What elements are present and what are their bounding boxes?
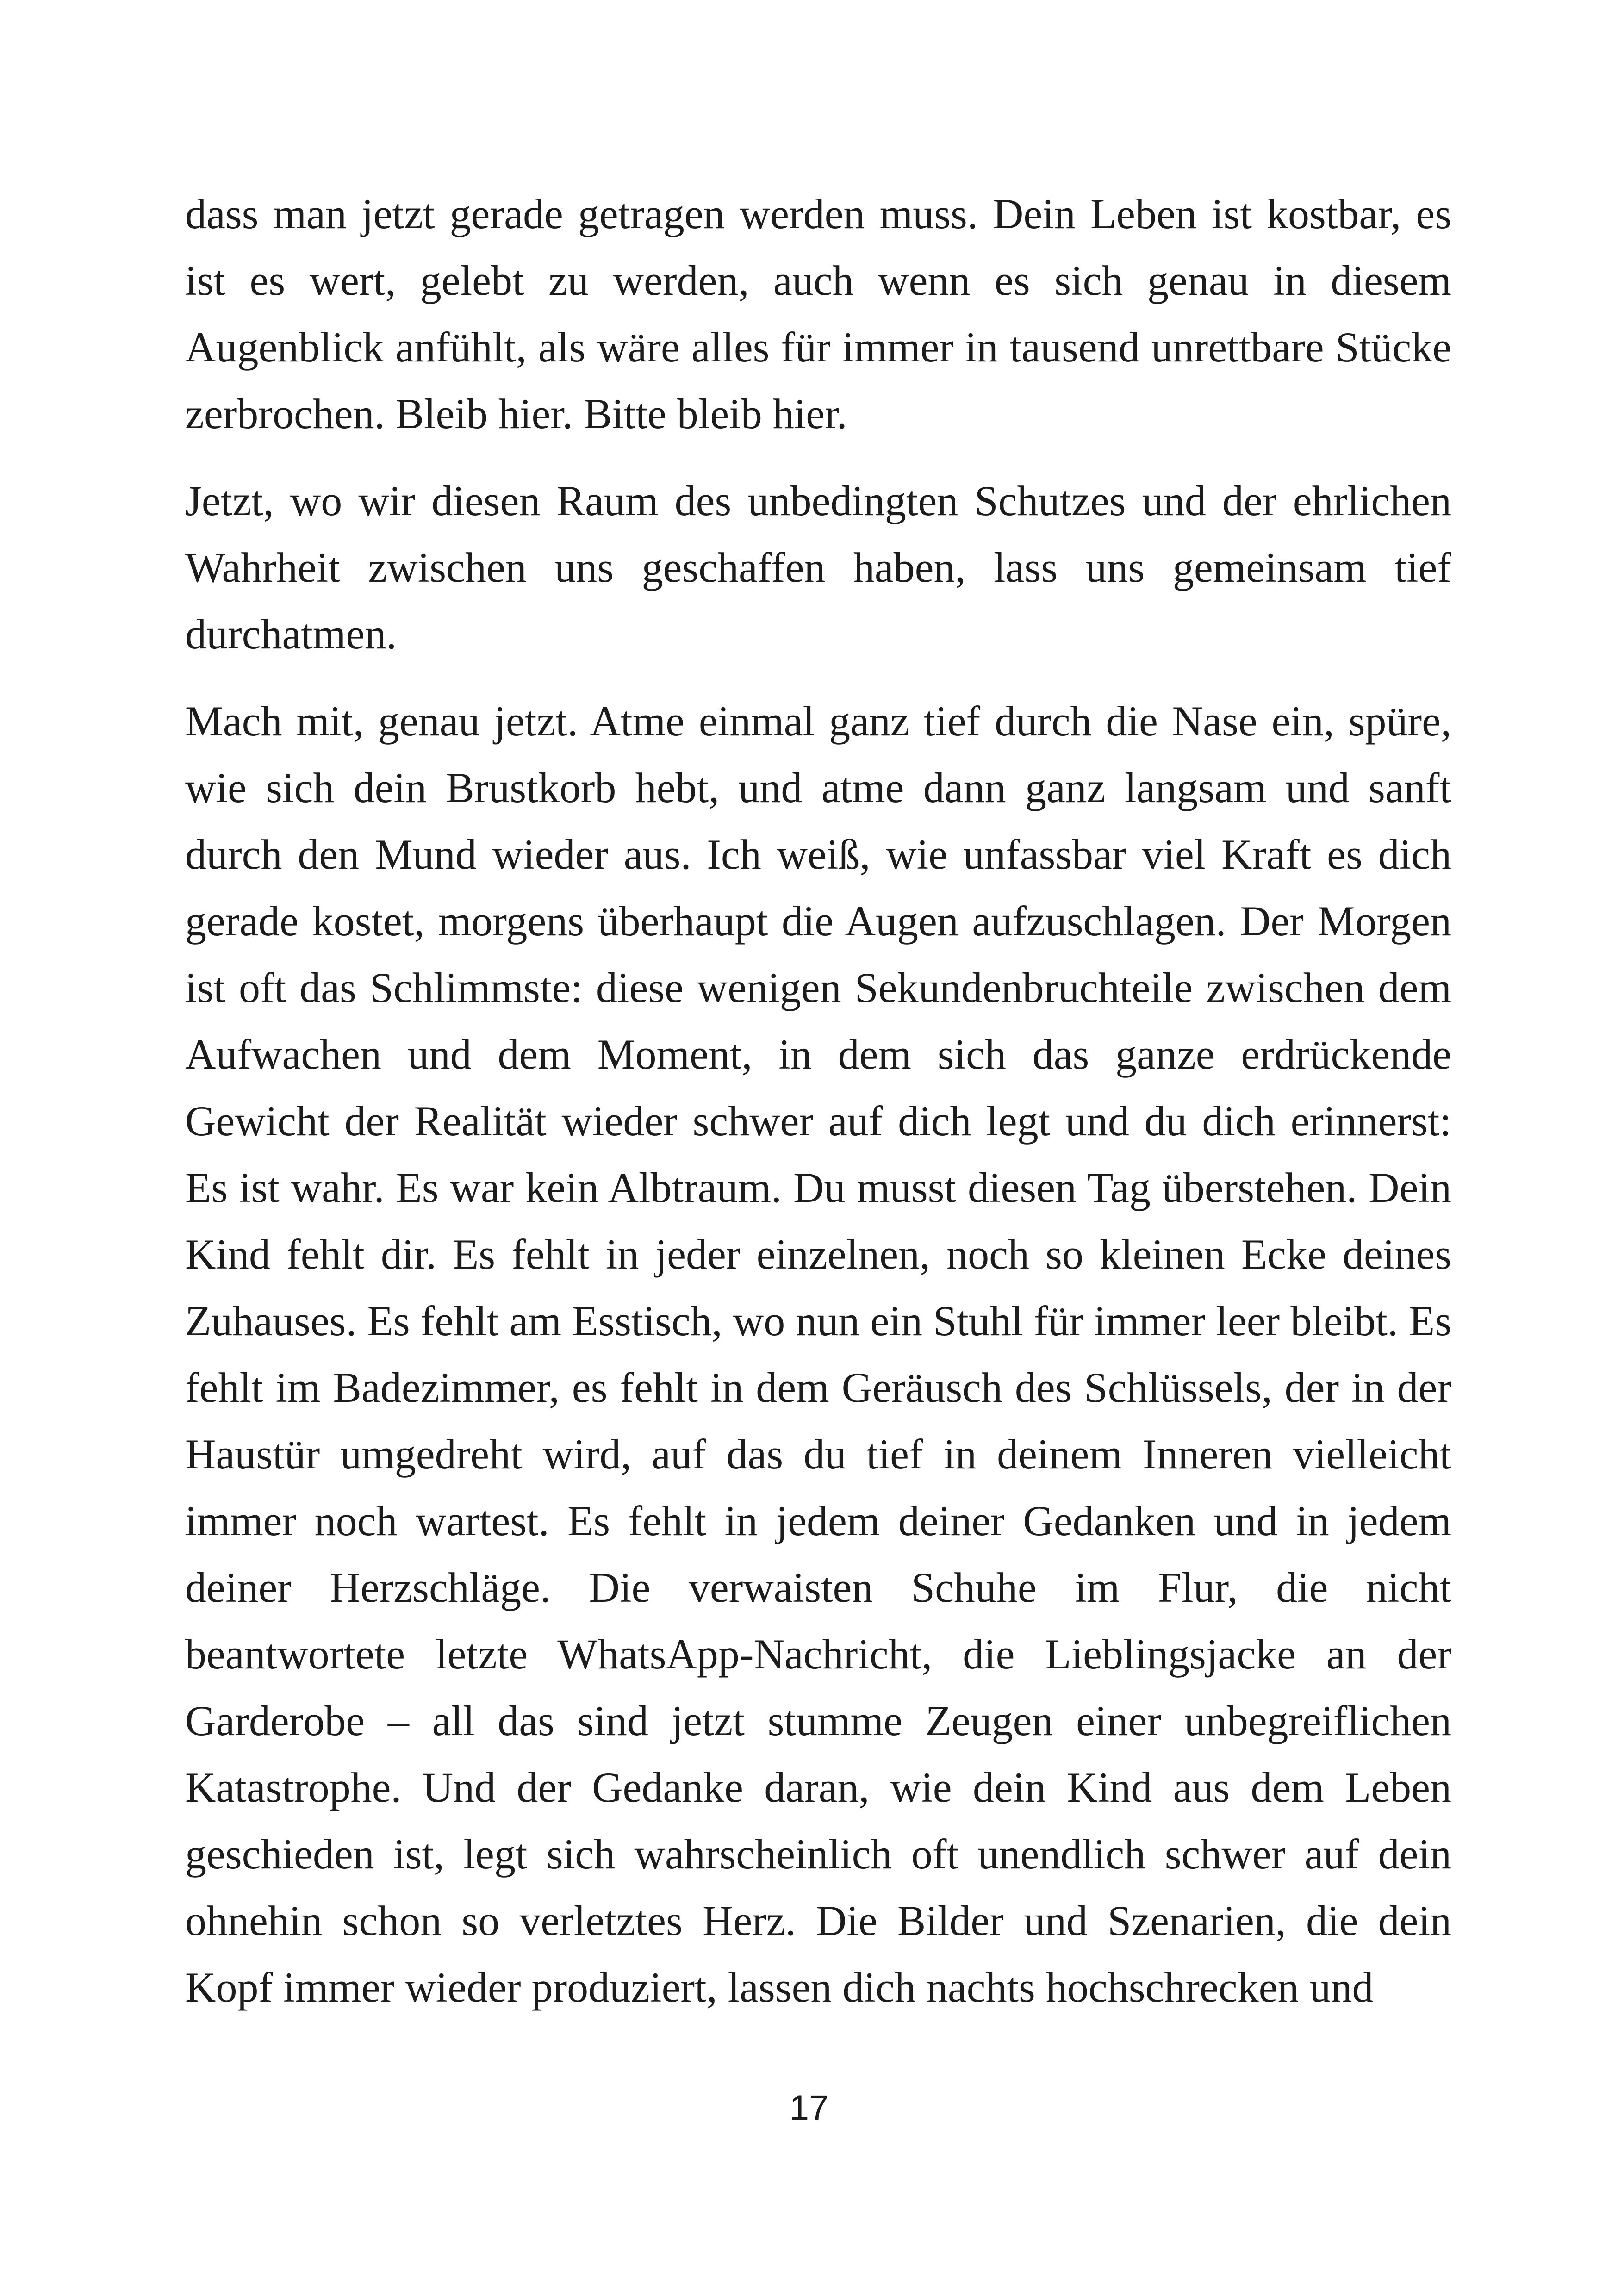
paragraph-3: Mach mit, genau jetzt. Atme einmal ganz tief durch die Nase ein, spüre, wie sich dein Brustkorb hebt, und atme dann ganz langsam und sanft durch den Mund wieder aus. Ich weiß, wie unfassbar viel Kraft es dich gerade kostet, morgens überhaupt die Augen aufzuschlagen. Der Morgen ist oft das Schlimmste: diese wenigen Sekundenbruchteile zwischen dem Aufwachen und dem Moment, in dem sich das ganze erdrückende Gewicht der Realität wieder schwer auf dich legt und du dich erinnerst: Es ist wahr. Es war kein Albtraum. Du musst diesen Tag überstehen. Dein Kind fehlt dir. Es fehlt in jeder einzelnen, noch so kleinen Ecke deines Zuhauses. Es fehlt am Esstisch, wo nun ein Stuhl für immer leer bleibt. Es fehlt im Badezimmer, es fehlt in dem Geräusch des Schlüssels, der in der Haustür umgedreht wird, auf das du tief in deinem Inneren vielleicht immer noch wartest. Es fehlt in jedem deiner Gedanken und in jedem deiner Herzschläge. Die verwaisten Schuhe im Flur, die nicht beantwortete letzte WhatsApp-Nachricht, die Lieblingsjacke an der Garderobe – all das sind jetzt stumme Zeugen einer unbegreiflichen Katastrophe. Und der Gedanke daran, wie dein Kind aus dem Leben geschieden ist, legt sich wahrscheinlich oft unendlich schwer auf dein ohnehin schon so verletztes Herz. Die Bilder und Szenarien, die dein Kopf immer wieder produziert, lassen dich nachts hochschrecken und [185, 697, 1451, 2011]
page-number: 17 [789, 2088, 829, 2128]
paragraph-2: Jetzt, wo wir diesen Raum des unbedingten Schutzes und der ehrlichen Wahrheit zwischen uns geschaffen haben, lass uns gemeinsam tief durchatmen. [185, 477, 1451, 658]
body-text [185, 180, 1451, 2021]
paragraph-1: dass man jetzt gerade getragen werden muss. Dein Leben ist kostbar, es ist es wert, gelebt zu werden, auch wenn es sich genau in diesem Augenblick anfühlt, als wäre alles für immer in tausend unrettbare Stücke zerbrochen. Bleib hier. Bitte bleib hier. [185, 190, 1451, 437]
